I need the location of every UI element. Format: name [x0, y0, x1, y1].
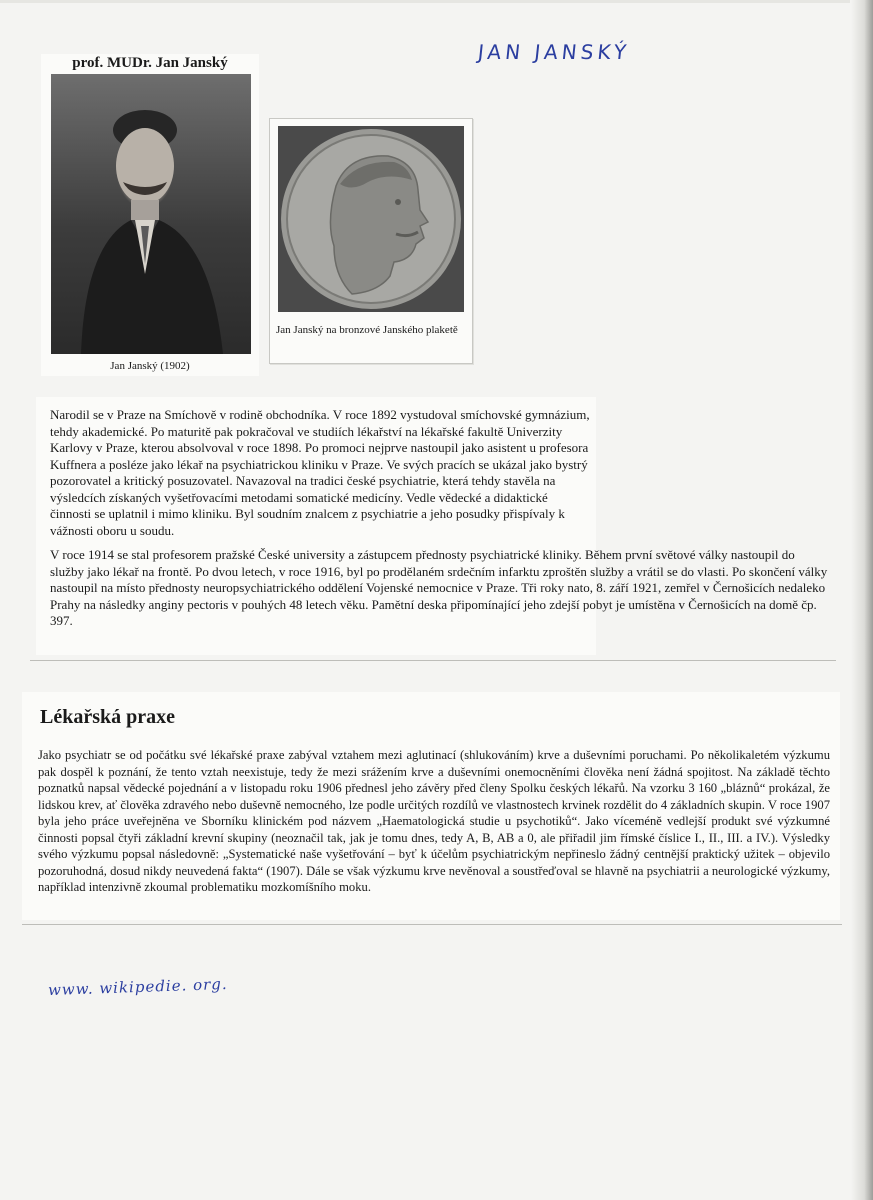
- handwritten-url: www. wikipedie. org.: [47, 974, 228, 1000]
- portrait-drawing: [51, 74, 251, 354]
- bronze-plaque-drawing: [278, 126, 464, 312]
- page-top-edge: [0, 0, 850, 3]
- medal-caption: Jan Janský na bronzové Janského plaketě: [276, 324, 458, 336]
- scan-shadow-edge: [851, 0, 873, 1200]
- portrait-photo: [51, 74, 251, 354]
- portrait-title: prof. MUDr. Jan Janský: [72, 55, 228, 71]
- portrait-clipping: [41, 54, 259, 376]
- biography-paragraph-2: V roce 1914 se stal profesorem pražské České university a zástupcem přednosty psychiatrické kliniky. Během první světové války nastoupil do služby jako lékař na frontě. Po dvou letech, v roce 1916, byl po prodělaném srdečním infarktu zproštěn služby a vrátil se do vlasti. Po skončení války nastoupil na místo přednosty neuropsychiatrického oddělení Vojenské nemocnice v Praze. Tři roky nato, 8. září 1921, zemřel v Černošicích nedaleko Prahy na následky anginy pectoris v pouhých 48 letech věku. Pamětní deska připomínající jeho zdejší pobyt je umístěna v Černošicích na domě čp. 397.: [50, 547, 828, 628]
- cut-line: [22, 924, 842, 925]
- portrait-caption: Jan Janský (1902): [110, 360, 190, 372]
- medal-clipping: [269, 118, 473, 364]
- medical-practice-clipping: [22, 692, 840, 920]
- medal-photo: [278, 126, 464, 312]
- handwritten-name: JAN JANSKÝ: [476, 40, 632, 64]
- biography-paragraph-1: Narodil se v Praze na Smíchově v rodině obchodníka. V roce 1892 vystudoval smíchovské gymnázium, tehdy akademické. Po maturitě pak pokračoval ve studiích lékařství na lékařské fakultě Univerzity Karlovy v Praze, kterou absolvoval v roce 1898. Po promoci nejprve nastoupil jako asistent u profesora Kuffnera a posléze jako lékař na psychiatrickou kliniku v Praze. Ve svých pracích se ukázal jako bystrý pozorovatel a kritický posuzovatel. Navazoval na tradici české psychiatrie, která tehdy stavěla na výsledcích získaných vyšetřovacími metodami somatické medicíny. Vedle vědecké a didaktické činnosti se uplatnil i mimo kliniku. Byl soudním znalcem z psychiatrie a jeho posudky přispívaly k vážnosti oboru u soudu.: [50, 407, 590, 538]
- cut-line: [30, 660, 836, 661]
- section-heading: Lékařská praxe: [40, 706, 175, 728]
- biography-clipping: [36, 397, 828, 655]
- medical-practice-paragraph: Jako psychiatr se od počátku své lékařské praxe zabýval vztahem mezi aglutinací (shlukováním) krve a duševními poruchami. Po několikaletém výzkumu pak dospěl k poznání, že tento vztah neexistuje, tedy že mezi srážením krve a duševními onemocněními člověka není žádná spojitost. Na základě těchto poznatků napsal vědecké pojednání a v listopadu roku 1906 přednesl jeho závěry před členy Spolku českých lékařů. Na vzorku 3 160 „bláznů“ prokázal, že lidskou krev, ať člověka zdravého nebo duševně nemocného, lze podle určitých rozdílů ve vlastnostech krvinek rozdělit do 4 základních skupin. V roce 1907 byla jeho práce uveřejněna ve Sborníku klinickém pod názvem „Haematologická studie u psychotiků“. Jako víceméně vedlejší produkt své výzkumné činnosti popsal čtyři základní krevní skupiny (neoznačil tak, jak je tomu dnes, tedy A, B, AB a 0, ale přiřadil jim římské číslice I., II., III. a IV.). Výsledky svého výzkumu popsal následovně: „Systematické naše vyšetřování – byť k účelům psychiatrickým nepřineslo žádný centnější praktický užitek – objevilo pozoruhodná, dosud nikdy neuvedená fakta“ (1907). Dále se však výzkumu krve nevěnoval a soustřeďoval se hlavně na psychiatrii a neurologické výzkumy, například intenzivně zkoumal problematiku mozkomíšního moku.: [38, 748, 830, 894]
